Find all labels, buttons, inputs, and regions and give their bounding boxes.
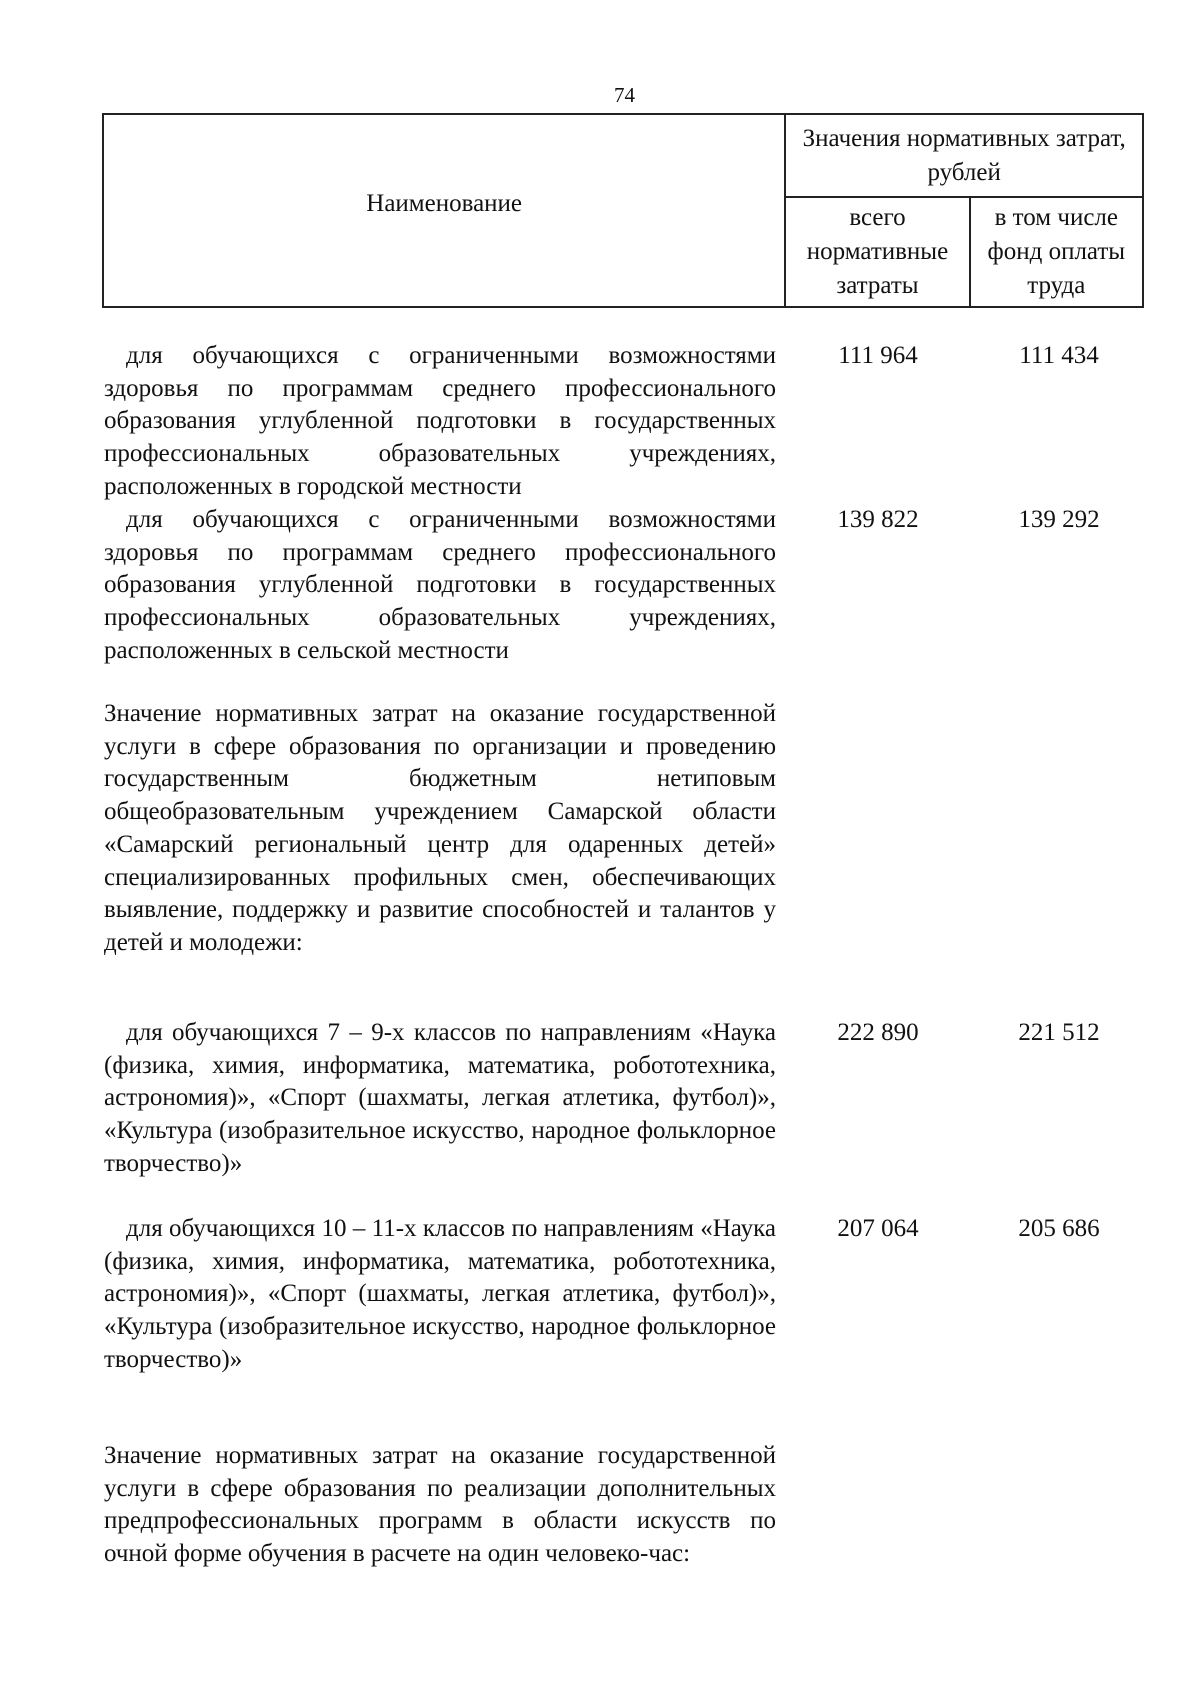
row-wage-fund-value: 221 512 [1018,1019,1100,1046]
row-wage-fund-value: 111 434 [1019,342,1099,369]
header-wage-fund: в том числе фонд оплаты труда [987,204,1126,299]
row-total-value: 207 064 [837,1215,919,1242]
section-heading-text: Значение нормативных затрат на оказание государственной услуги в сфере образования по организации и проведению государственным бюджетным нетиповым общеобразовательным учреждением Самарской области «Самарский региональный центр для одаренных детей» специализированных профильных смен, обеспечивающих выявление, поддержку и развитие способностей и талантов у детей и молодежи: [104,700,776,956]
header-name: Наименование [366,190,523,217]
row-text: для обучающихся с ограниченными возможностями здоровья по программам среднего профессионального образования углубленной подготовки в государственных профессиональных образовательных учреждениях, расположенных в сельской местности [104,506,776,664]
header-wage-fund-cell [970,197,1143,307]
section-heading-text: Значение нормативных затрат на оказание государственной услуги в сфере образования по реализации дополнительных предпрофессиональных программ в области искусств по очной форме обучения в расчете на один человеко-час: [104,1442,776,1568]
header-name-cell [103,114,785,307]
row-total-value: 139 822 [837,506,919,533]
header-total: всего нормативные затраты [806,204,949,299]
header-values-group: Значения нормативных затрат, рублей [802,124,1126,186]
row-wage-fund-value: 205 686 [1018,1215,1100,1242]
header-values-group-cell [785,114,1143,197]
header-total-cell [785,197,969,307]
row-total-value: 222 890 [837,1019,919,1046]
row-text: для обучающихся 10 – 11-х классов по направлениям «Наука (физика, химия, информатика, математика, робототехника, астрономия)», «Спорт (шахматы, легкая атлетика, футбол)», «Культура (изобразительное искусство, народное фольклорное творчество)» [104,1215,776,1373]
row-text: для обучающихся с ограниченными возможностями здоровья по программам среднего профессионального образования углубленной подготовки в государственных профессиональных образовательных учреждениях, расположенных в городской местности [104,342,776,500]
row-total-value: 111 964 [838,342,918,369]
row-text: для обучающихся 7 – 9-х классов по направлениям «Наука (физика, химия, информатика, математика, робототехника, астрономия)», «Спорт (шахматы, легкая атлетика, футбол)», «Культура (изобразительное искусство, народное фольклорное творчество)» [104,1019,776,1177]
page-number: 74 [614,83,635,107]
row-wage-fund-value: 139 292 [1018,506,1100,533]
table-header [102,113,1144,308]
